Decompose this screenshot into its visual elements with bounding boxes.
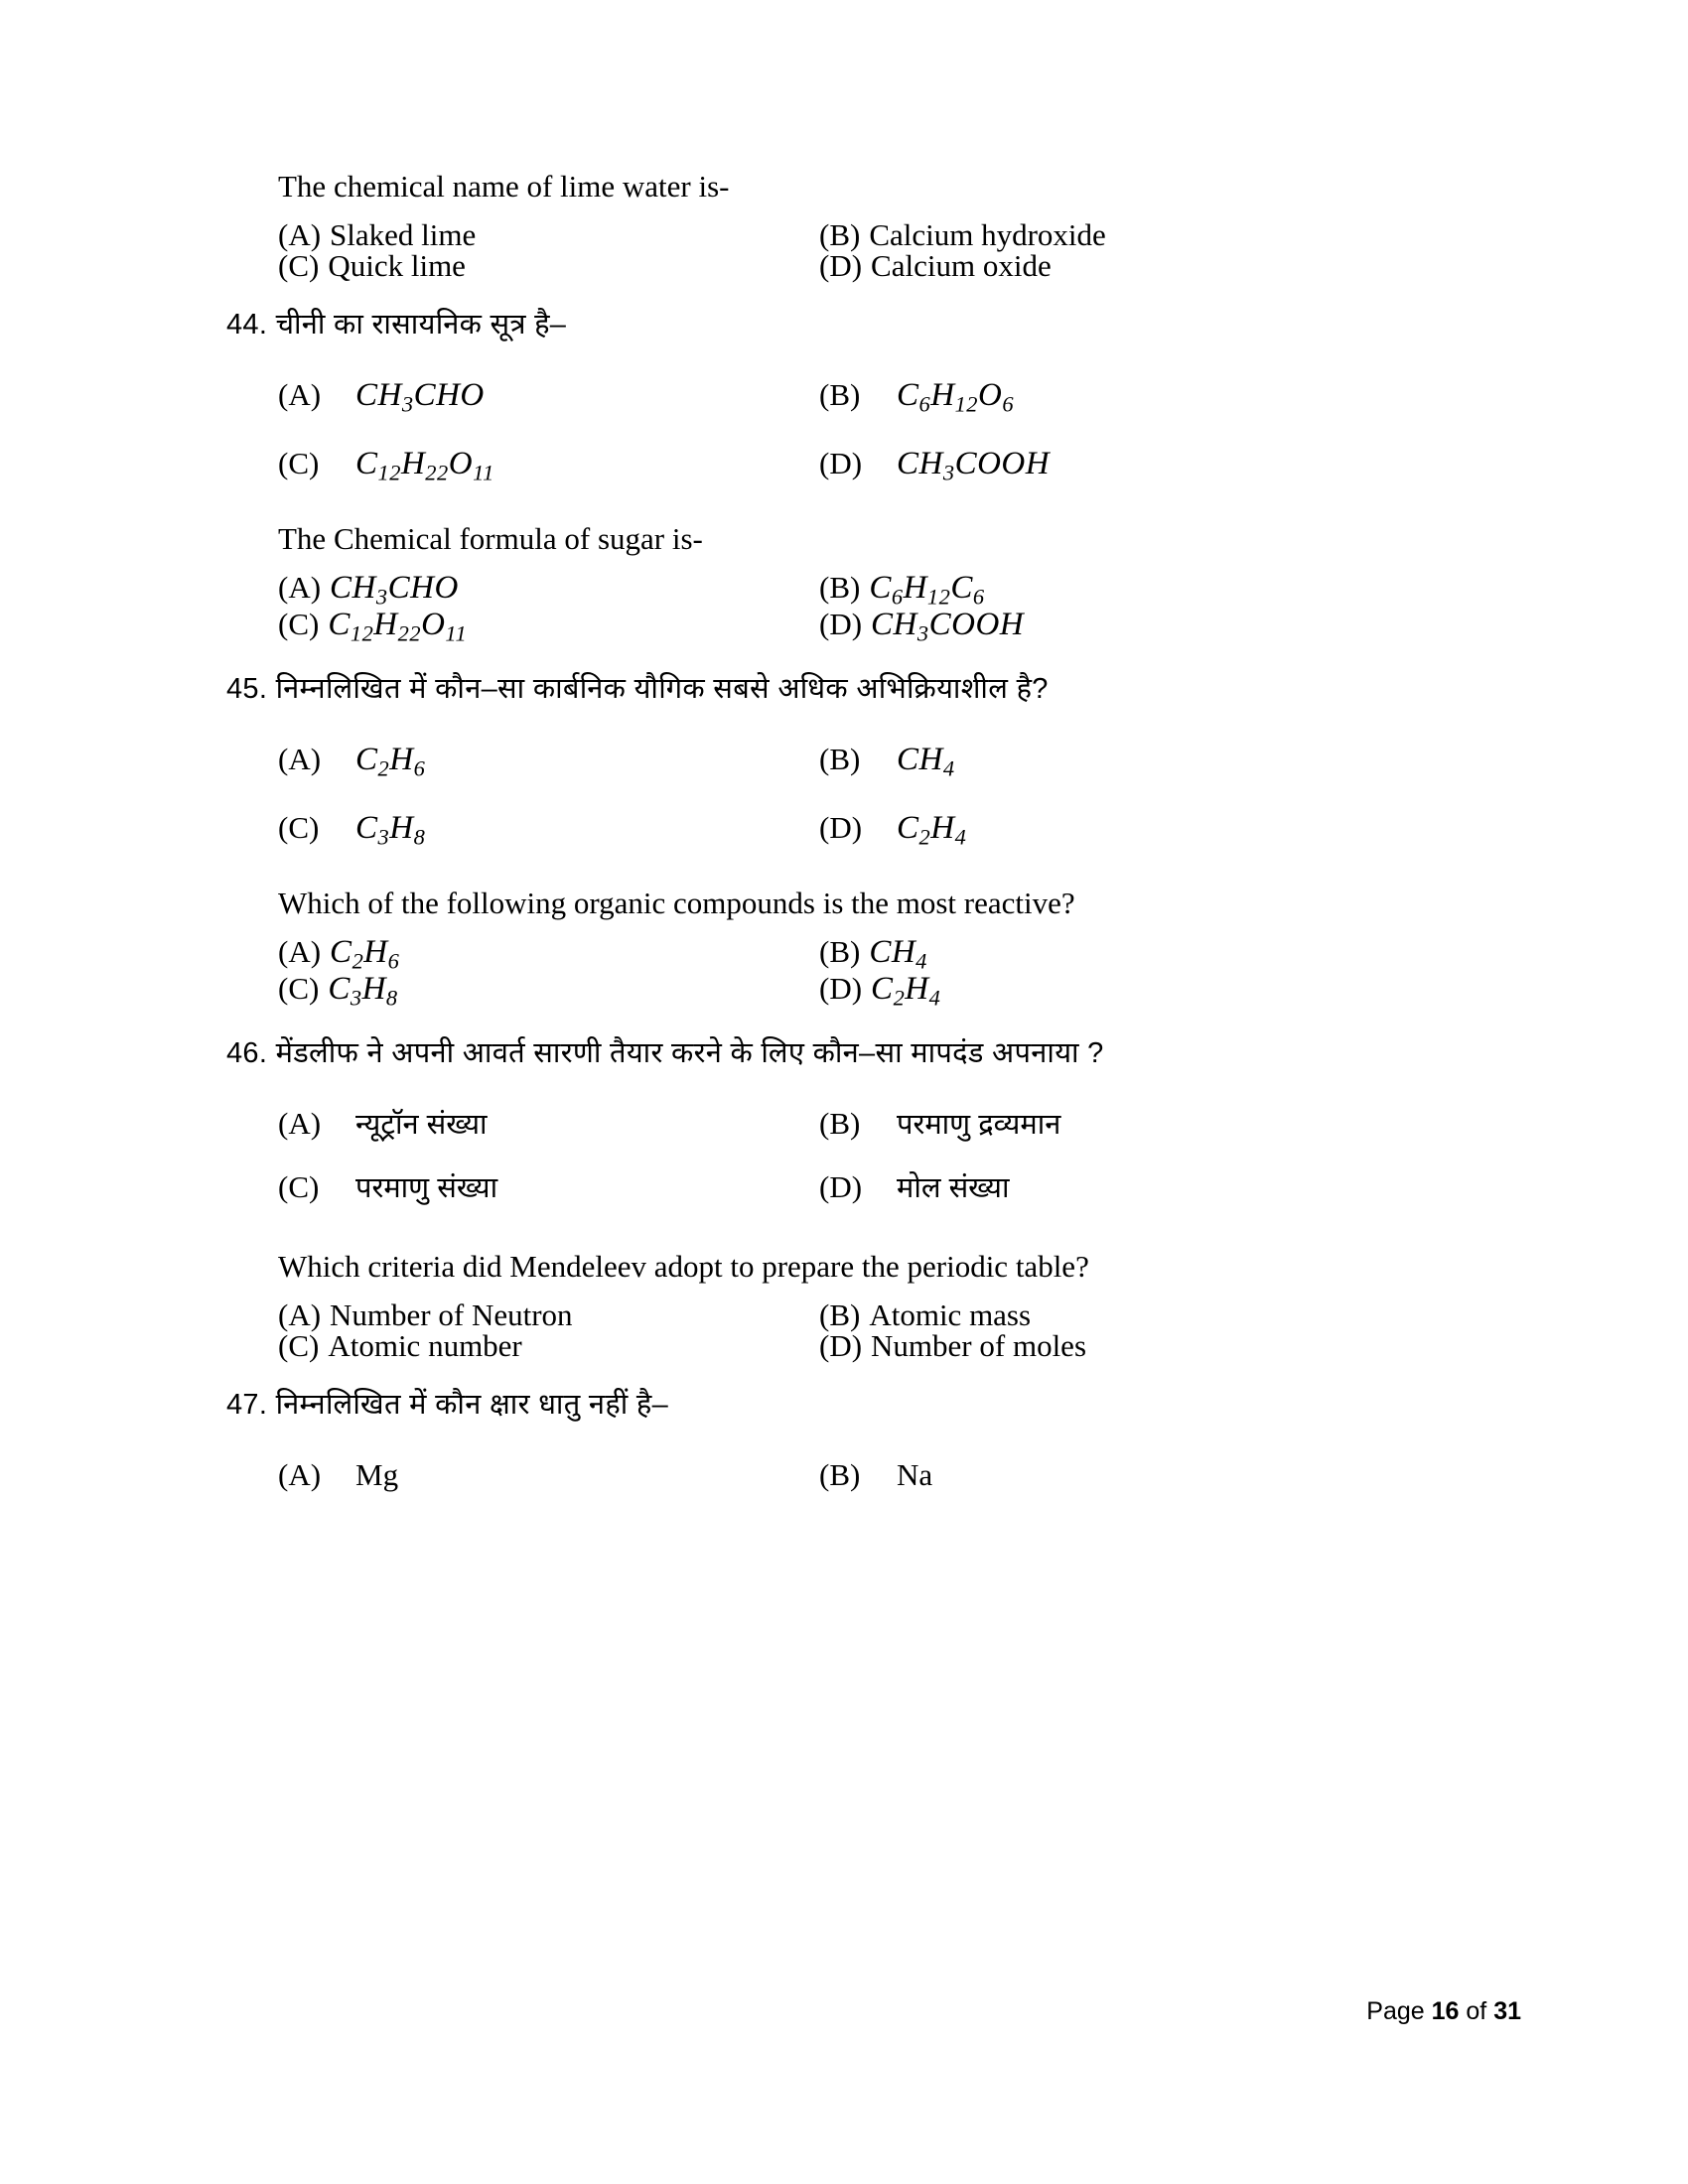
- option-c[interactable]: [278, 445, 819, 484]
- footer-total-pages: 31: [1493, 1997, 1521, 2025]
- option-text: Calcium hydroxide: [869, 217, 1106, 252]
- option-label: (B): [819, 1297, 861, 1332]
- option-c[interactable]: [278, 609, 819, 645]
- option-label: (D): [819, 1168, 863, 1204]
- option-label: (B): [819, 934, 861, 970]
- option-formula: $CH_3CHO$: [355, 377, 485, 417]
- option-a[interactable]: [278, 379, 819, 416]
- option-formula: $C_2H_6$: [330, 934, 400, 974]
- option-formula: $C_6H_{12}C_6$: [869, 570, 985, 610]
- option-text: न्यूट्रॉन संख्या: [355, 1108, 488, 1141]
- option-label: (D): [819, 607, 863, 642]
- option-formula: $C_3H_8$: [355, 809, 426, 849]
- option-label: (A): [278, 1456, 322, 1492]
- footer-prefix: Page: [1366, 1997, 1432, 2025]
- option-formula: $CH_4$: [869, 934, 927, 974]
- option-formula: $C_3H_8$: [328, 971, 398, 1011]
- option-b[interactable]: [819, 741, 1517, 781]
- option-grid: [278, 936, 1517, 1009]
- vertical-spacer: [226, 340, 1517, 379]
- option-grid: [278, 1456, 1517, 1492]
- option-label: (A): [278, 934, 322, 970]
- vertical-spacer: [226, 848, 1517, 887]
- option-formula: $C_6H_{12}O_6$: [897, 377, 1015, 417]
- option-label: (C): [278, 445, 320, 480]
- option-d[interactable]: [819, 445, 1517, 484]
- option-label: (C): [278, 1168, 320, 1204]
- option-label: (D): [819, 809, 863, 845]
- option-label: (C): [278, 1327, 320, 1363]
- option-formula: $C_{12}H_{22}O_{11}$: [355, 445, 494, 484]
- option-b[interactable]: [819, 1299, 1517, 1330]
- option-label: (B): [819, 570, 861, 606]
- option-text: परमाणु संख्या: [355, 1171, 498, 1204]
- option-label: (A): [278, 217, 322, 252]
- option-text: मोल संख्या: [897, 1171, 1010, 1204]
- vertical-spacer: [226, 1010, 1517, 1039]
- option-d[interactable]: [819, 609, 1517, 645]
- option-grid: [278, 1299, 1517, 1361]
- option-label: (A): [278, 570, 322, 606]
- option-c[interactable]: [278, 250, 819, 281]
- option-label: (D): [819, 1327, 863, 1363]
- question-stem-hindi: 46. मेंडलीफ ने अपनी आवर्त सारणी तैयार करने के लिए कौन–सा मापदंड अपनाया ?: [226, 1036, 1104, 1069]
- option-d[interactable]: [819, 1168, 1517, 1204]
- option-formula: $CH_3COOH$: [871, 607, 1025, 646]
- option-label: (C): [278, 809, 320, 845]
- question-stem-hindi: 44. चीनी का रासायनिक सूत्र है–: [226, 309, 567, 341]
- vertical-spacer: [226, 1068, 1517, 1108]
- vertical-spacer: [226, 483, 1517, 523]
- option-b[interactable]: [819, 379, 1517, 416]
- option-a[interactable]: [278, 1299, 819, 1330]
- option-c[interactable]: [278, 1168, 819, 1204]
- option-d[interactable]: [819, 809, 1517, 849]
- option-d[interactable]: [819, 250, 1517, 281]
- option-grid: [278, 572, 1517, 644]
- option-grid: [278, 741, 1517, 849]
- question-stem-hindi: 45. निम्नलिखित में कौन–सा कार्बनिक यौगिक सबसे अधिक अभिक्रियाशील है?: [226, 672, 1049, 705]
- option-grid: [278, 379, 1517, 483]
- option-formula: $CH_3CHO$: [330, 570, 459, 610]
- option-d[interactable]: [819, 1327, 1517, 1363]
- option-text: Number of moles: [871, 1327, 1087, 1363]
- question-stem-english: Which criteria did Mendeleev adopt to prepare the periodic table?: [278, 1248, 1089, 1284]
- option-label: (A): [278, 1297, 322, 1332]
- option-text: Atomic number: [328, 1327, 522, 1363]
- option-b[interactable]: [819, 936, 1517, 973]
- question-stem-english: The chemical name of lime water is-: [278, 169, 730, 204]
- footer-page-number: 16: [1431, 1997, 1460, 2025]
- question-stem-hindi: 47. निम्नलिखित में कौन क्षार धातु नहीं है–: [226, 1388, 669, 1421]
- vertical-spacer: [226, 1203, 1517, 1251]
- option-formula: $CH_4$: [897, 741, 955, 781]
- option-label: (B): [819, 741, 861, 776]
- vertical-spacer: [226, 645, 1517, 675]
- question-content-area: [226, 171, 1517, 1490]
- option-c[interactable]: [278, 973, 819, 1010]
- option-text: Slaked lime: [330, 217, 477, 252]
- option-label: (B): [819, 1456, 861, 1492]
- option-formula: $C_2H_4$: [897, 809, 967, 849]
- option-formula: $CH_3COOH$: [897, 445, 1051, 484]
- option-a[interactable]: [278, 1456, 819, 1492]
- question-stem-english: Which of the following organic compounds is the most reactive?: [278, 886, 1075, 921]
- option-b[interactable]: [819, 1456, 1517, 1492]
- option-label: (B): [819, 377, 861, 412]
- option-label: (C): [278, 248, 320, 283]
- page-footer: [1366, 1997, 1521, 2026]
- option-d[interactable]: [819, 973, 1517, 1010]
- vertical-spacer: [226, 1361, 1517, 1391]
- option-label: (B): [819, 1105, 861, 1141]
- option-text: Quick lime: [328, 248, 466, 283]
- option-formula: $C_2H_6$: [355, 741, 426, 781]
- option-label: (C): [278, 971, 320, 1007]
- option-a[interactable]: [278, 741, 819, 781]
- option-label: (A): [278, 741, 322, 776]
- option-c[interactable]: [278, 1327, 819, 1363]
- option-a[interactable]: [278, 936, 819, 973]
- option-label: (A): [278, 377, 322, 412]
- option-b[interactable]: [819, 219, 1517, 250]
- option-text: Number of Neutron: [330, 1297, 573, 1332]
- option-c[interactable]: [278, 809, 819, 849]
- option-a[interactable]: [278, 572, 819, 609]
- option-a[interactable]: [278, 219, 819, 250]
- option-formula: $C_{12}H_{22}O_{11}$: [328, 607, 468, 646]
- vertical-spacer: [226, 1420, 1517, 1459]
- option-label: (B): [819, 217, 861, 252]
- option-label: (D): [819, 248, 863, 283]
- option-label: (A): [278, 1105, 322, 1141]
- option-grid: [278, 1105, 1517, 1204]
- option-label: (D): [819, 971, 863, 1007]
- option-a[interactable]: [278, 1105, 819, 1141]
- option-text: Atomic mass: [869, 1297, 1032, 1332]
- option-text: Calcium oxide: [871, 248, 1052, 283]
- vertical-spacer: [226, 281, 1517, 311]
- option-b[interactable]: [819, 572, 1517, 609]
- question-stem-english: The Chemical formula of sugar is-: [278, 521, 703, 557]
- option-formula: $C_2H_4$: [871, 971, 941, 1011]
- option-grid: [278, 219, 1517, 281]
- footer-middle: of: [1459, 1997, 1494, 2025]
- option-text: Na: [897, 1456, 933, 1492]
- option-label: (C): [278, 607, 320, 642]
- option-b[interactable]: [819, 1105, 1517, 1141]
- option-text: परमाणु द्रव्यमान: [897, 1108, 1061, 1141]
- option-label: (D): [819, 445, 863, 480]
- option-text: Mg: [355, 1456, 399, 1492]
- vertical-spacer: [226, 704, 1517, 744]
